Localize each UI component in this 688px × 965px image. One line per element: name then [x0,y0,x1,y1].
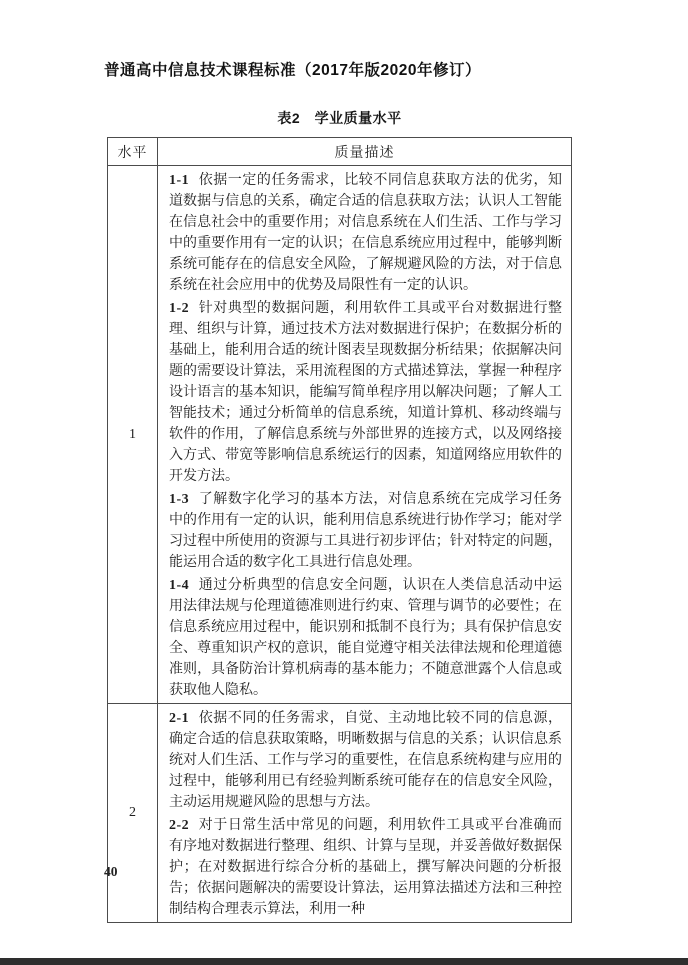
table-body [108,166,572,923]
page-number: 40 [104,864,118,879]
level-cell: 2 [108,704,158,923]
page-bottom-edge [0,958,688,965]
description-paragraph: 2-1 依据不同的任务需求，自觉、主动地比较不同的信息源，确定合适的信息获取策略，明晰数据与信息的关系；认识信息系统对人们生活、工作与学习的重要性，在信息系统构建与应用的过程中，能够利用已有经验判断系统可能存在的信息安全风险，主动运用规避风险的思想与方法。 [169,711,562,810]
paragraph-number: 1-4 [169,578,190,593]
description-paragraph: 1-2 针对典型的数据问题，利用软件工具或平台对数据进行整理、组织与计算，通过技术方法对数据进行保护；在数据分析的基础上，能利用合适的统计图表呈现数据分析结果；依据解决问题的需要设计算法，采用流程图的方式描述算法，掌握一种程序设计语言的基本知识，能编写简单程序用以解决问题；了解人工智能技术；通过分析简单的信息系统，知道计算机、移动终端与软件的作用，了解信息系统与外部世界的连接方式，以及网络接入方式、带宽等影响信息系统运行的因素，知道网络应用软件的开发方法。 [169,301,562,484]
description-paragraph: 1-1 依据一定的任务需求，比较不同信息获取方法的优劣，知道数据与信息的关系，确定合适的信息获取方法；认识人工智能在信息社会中的重要作用；对信息系统在人们生活、工作与学习中的重要作用有一定的认识；在信息系统应用过程中，能够判断系统可能存在的信息安全风险，了解规避风险的方法，对于信息系统在社会应用中的优势及局限性有一定的认识。 [169,173,562,293]
document-title: 普通高中信息技术课程标准（2017年版2020年修订） [104,62,481,79]
paragraph-number: 1-1 [169,173,190,188]
description-paragraph: 2-2 对于日常生活中常见的问题，利用软件工具或平台准确而有序地对数据进行整理、组织、计算与呈现，并妥善做好数据保护；在对数据进行综合分析的基础上，撰写解决问题的分析报告；依据问题解决的需要设计算法，运用算法描述方法和三种控制结构合理表示算法，利用一种 [169,818,562,917]
description-cell [158,166,572,704]
column-header-description: 质量描述 [158,138,572,166]
table-header-row [108,138,572,166]
table-row [108,704,572,923]
paragraph-number: 2-2 [169,818,190,833]
paragraph-number: 1-2 [169,301,190,316]
level-cell: 1 [108,166,158,704]
table-row [108,166,572,704]
table-caption: 表2 学业质量水平 [277,110,402,126]
description-paragraph: 1-4 通过分析典型的信息安全问题，认识在人类信息活动中运用法律法规与伦理道德准则进行约束、管理与调节的必要性；在信息系统应用过程中，能识别和抵制不良行为；具有保护信息安全、尊重知识产权的意识，能自觉遵守相关法律法规和伦理道德准则，具备防治计算机病毒的基本能力；不随意泄露个人信息或获取他人隐私。 [169,578,562,698]
paragraph-number: 2-1 [169,711,190,726]
description-paragraph: 1-3 了解数字化学习的基本方法，对信息系统在完成学习任务中的作用有一定的认识，能利用信息系统进行协作学习；能对学习过程中所使用的资源与工具进行初步评估；针对特定的问题，能运用合适的数字化工具进行信息处理。 [169,492,562,570]
paragraph-number: 1-3 [169,492,190,507]
column-header-level: 水平 [108,138,158,166]
description-cell [158,704,572,923]
quality-level-table [107,137,572,923]
